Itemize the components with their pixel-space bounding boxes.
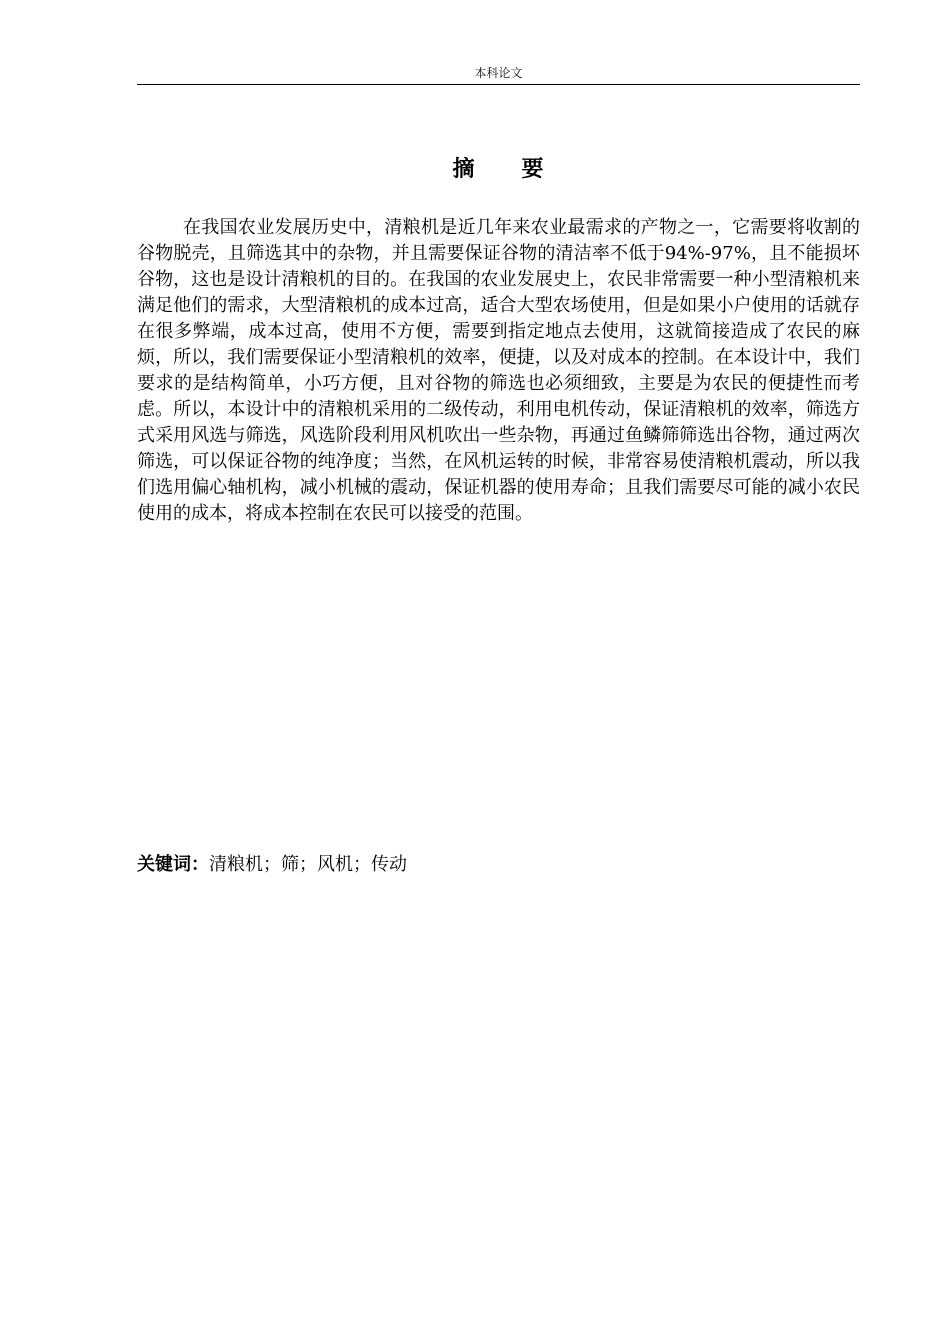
abstract-title — [137, 154, 860, 184]
header-text: 本科论文 — [474, 66, 523, 80]
keywords-value: 清粮机；筛；风机；传动 — [209, 854, 407, 875]
keywords-line — [137, 852, 860, 878]
abstract-title-part2: 要 — [521, 156, 545, 182]
keywords-label: 关键词： — [137, 854, 209, 875]
page-header — [137, 66, 860, 85]
abstract-title-part1: 摘 — [452, 156, 476, 182]
abstract-body: 在我国农业发展历史中，清粮机是近几年来农业最需求的产物之一，它需要将收割的谷物脱壳，且筛选其中的杂物，并且需要保证谷物的清洁率不低于94%-97%，且不能损坏谷物，这也是设计清粮机的目的。在我国的农业发展史上，农民非常需要一种小型清粮机来满足他们的需求，大型清粮机的成本过高，适合大型农场使用，但是如果小户使用的话就存在很多弊端，成本过高，使用不方便，需要到指定地点去使用，这就简接造成了农民的麻烦，所以，我们需要保证小型清粮机的效率，便捷，以及对成本的控制。在本设计中，我们要求的是结构简单，小巧方便，且对谷物的筛选也必须细致，主要是为农民的便捷性而考虑。所以，本设计中的清粮机采用的二级传动，利用电机传动，保证清粮机的效率，筛选方式采用风选与筛选，风选阶段利用风机吹出一些杂物，再通过鱼鳞筛筛选出谷物，通过两次筛选，可以保证谷物的纯净度；当然，在风机运转的时候，非常容易使清粮机震动，所以我们选用偏心轴机构，减小机械的震动，保证机器的使用寿命；且我们需要尽可能的减小农民使用的成本，将成本控制在农民可以接受的范围。 — [137, 217, 860, 524]
